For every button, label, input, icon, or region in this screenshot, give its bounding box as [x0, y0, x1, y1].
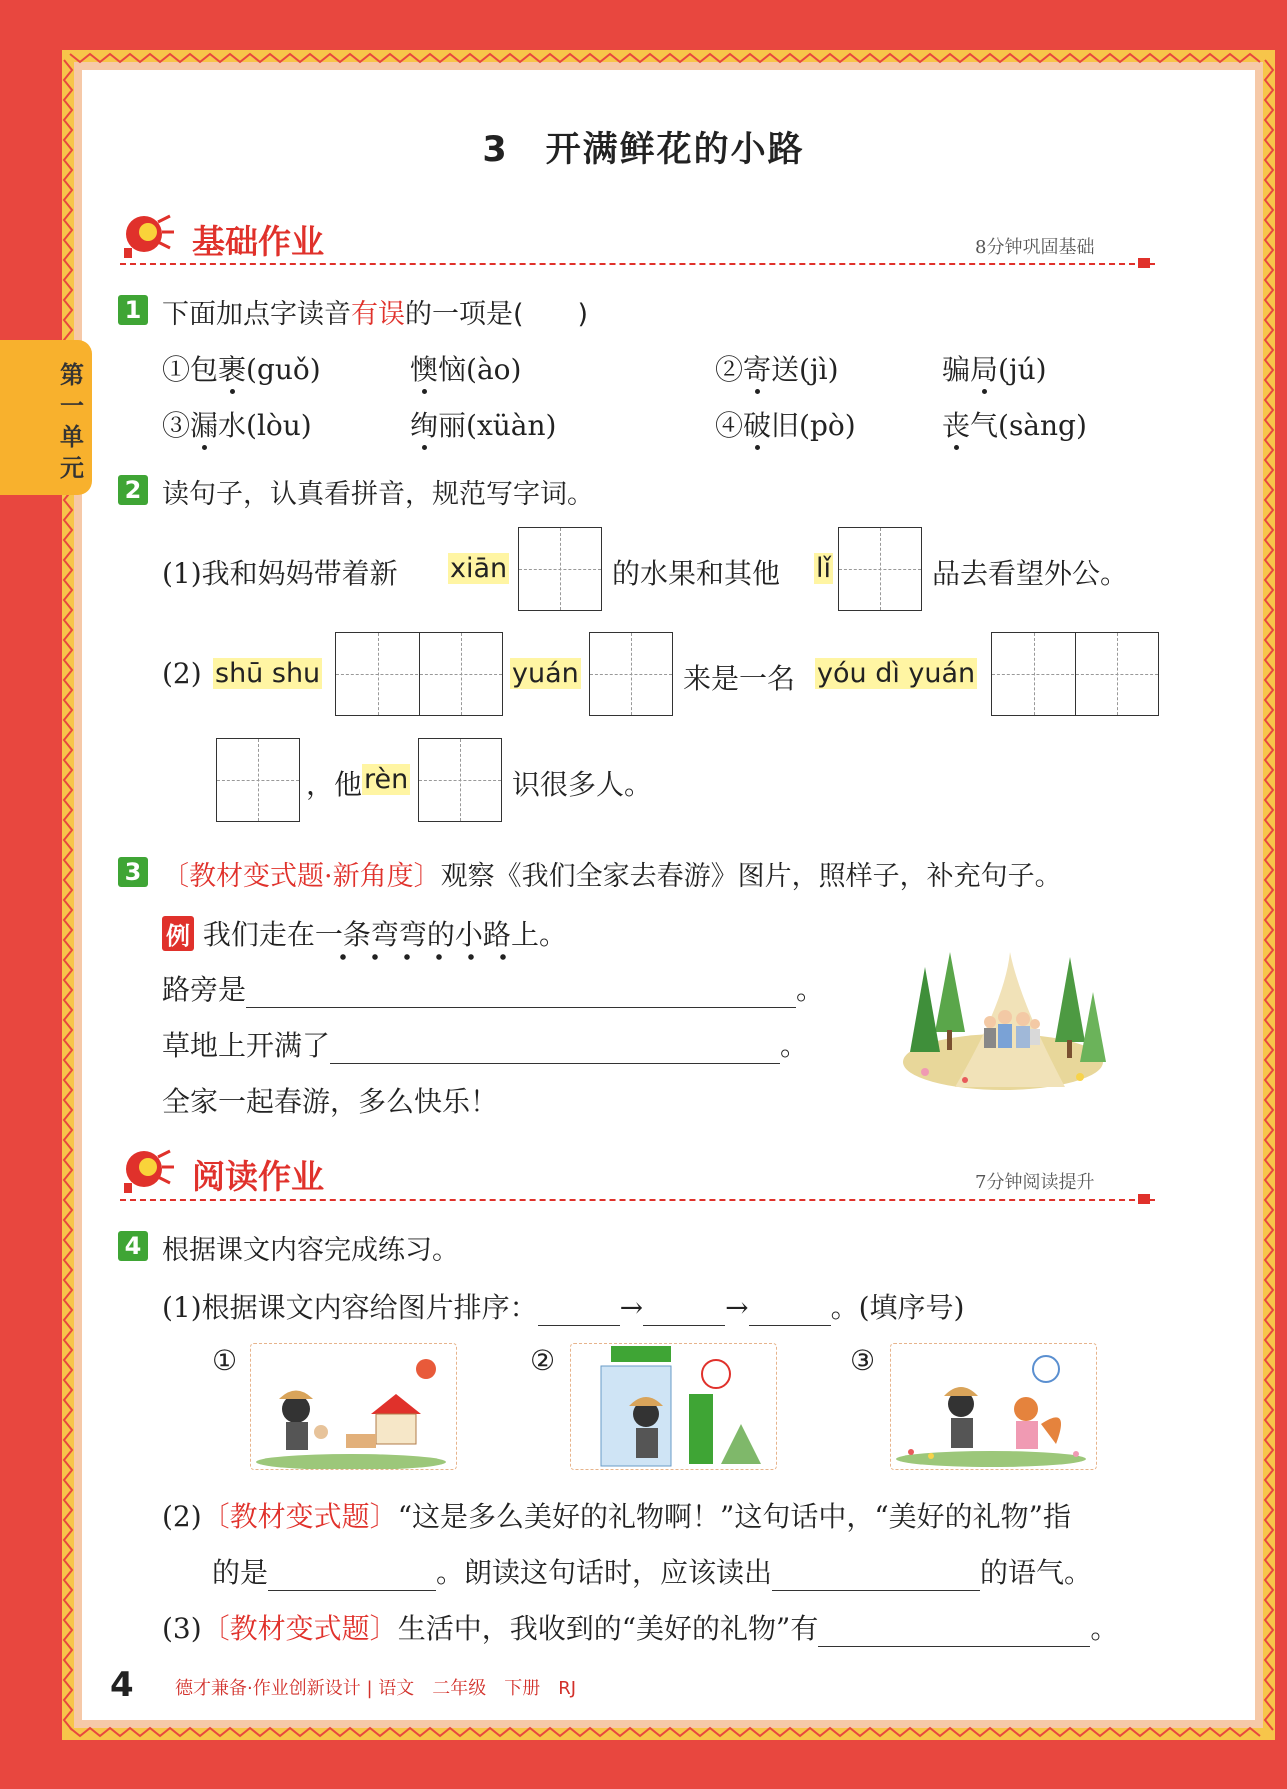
q3-example — [162, 913, 567, 953]
opt-text: 水(lòu) — [218, 409, 312, 442]
pinyin-shushu: shū shu — [215, 658, 321, 689]
q1-prompt-part: 下面加点字读音 — [162, 299, 351, 330]
q4-part3-num: (3) — [162, 1612, 202, 1645]
picture-label-2: ② — [530, 1344, 556, 1377]
arrow: → — [725, 1291, 749, 1324]
q4-part1 — [162, 1286, 964, 1326]
q1-option-4b — [942, 404, 1087, 444]
writing-grid[interactable] — [216, 738, 300, 822]
opt-text: 旧(pò) — [771, 409, 856, 442]
opt-text: (jú) — [998, 353, 1047, 386]
lamp-icon — [118, 1143, 178, 1195]
q3-prompt-text: 观察《我们全家去春游》图片，照样子，补充句子。 — [440, 861, 1062, 892]
writing-grid[interactable] — [838, 527, 922, 611]
q2-s1-c: 品去看望外公。 — [932, 557, 1129, 590]
dotted-char: 寄 — [743, 353, 772, 386]
answer-blank[interactable] — [538, 1297, 620, 1326]
opt-text: ② — [715, 353, 744, 386]
dotted-char: 破 — [743, 409, 772, 442]
pinyin-yuan: yuán — [512, 658, 579, 689]
q1-option-1[interactable] — [162, 348, 321, 388]
picture-label-3: ③ — [850, 1344, 876, 1377]
question-tag: 〔教材变式题·新角度〕 — [162, 861, 441, 892]
example-badge: 例 — [162, 916, 194, 951]
opt-text: 气(sàng) — [970, 409, 1087, 442]
pinyin-ren: rèn — [364, 764, 409, 795]
section-subtitle-reading: 7分钟阅读提升 — [975, 1172, 1095, 1193]
dotted-char: 绚 — [410, 409, 439, 442]
opt-text: ③ — [162, 409, 191, 442]
pinyin-youdiyuan: yóu dì yuán — [817, 658, 976, 689]
end-mark: 。 — [796, 973, 825, 1006]
question-tag: 〔教材变式题〕 — [201, 1612, 398, 1645]
q2-s2-b: 来是一名 — [683, 662, 796, 695]
question-number-1: 1 — [118, 295, 148, 325]
opt-text: ④ — [715, 409, 744, 442]
question-number-2: 2 — [118, 475, 148, 505]
arrow: → — [619, 1291, 644, 1324]
dotted-char: 懊 — [410, 353, 439, 386]
q4-part2-line2 — [212, 1551, 1092, 1591]
opt-text: 送(jì) — [771, 353, 839, 386]
q4-part2-text: “这是多么美好的礼物啊！”这句话中，“美好的礼物”指 — [397, 1500, 1071, 1533]
question-2-prompt: 读句子，认真看拼音，规范写字词。 — [162, 479, 594, 510]
q4-part2-line1 — [162, 1495, 1071, 1535]
mole-walking-illustration — [251, 1344, 456, 1469]
q4-part3-end: 。 — [1090, 1612, 1119, 1645]
q3-line2-text: 草地上开满了 — [162, 1029, 331, 1062]
answer-blank[interactable] — [246, 977, 796, 1008]
question-4-prompt: 根据课文内容完成练习。 — [162, 1235, 459, 1266]
opt-text: ①包 — [162, 353, 219, 386]
dotted-char: 裹 — [218, 353, 247, 386]
section-title-reading: 阅读作业 — [192, 1157, 324, 1196]
example-dotted-text: 一条弯弯的小路 — [315, 918, 511, 961]
answer-blank[interactable] — [772, 1562, 980, 1591]
q4-part2-text: 。朗读这句话时，应该读出 — [436, 1556, 773, 1589]
mole-at-post-office-illustration — [571, 1344, 776, 1469]
q1-option-2b — [942, 348, 1047, 388]
story-picture-1 — [250, 1343, 457, 1470]
q4-part1-end: 。(填序号) — [830, 1291, 965, 1324]
q1-option-1b — [410, 348, 521, 388]
q4-part2-text: 的是 — [212, 1556, 269, 1589]
question-3-prompt — [162, 854, 1062, 893]
q4-part2-num: (2) — [162, 1500, 202, 1533]
divider-end-mark — [1138, 1194, 1150, 1204]
answer-blank[interactable] — [643, 1297, 725, 1326]
q3-line2 — [162, 1024, 808, 1064]
question-tag: 〔教材变式题〕 — [201, 1500, 398, 1533]
pinyin-xian: xiān — [450, 553, 508, 584]
q2-s3-a: ，他 — [306, 768, 363, 801]
opt-text: 丽(xüàn) — [438, 409, 557, 442]
opt-text: 骗 — [942, 353, 971, 386]
q2-s1-b: 的水果和其他 — [612, 557, 781, 590]
writing-grid[interactable] — [589, 632, 673, 716]
section-divider — [120, 263, 1155, 265]
writing-grid[interactable] — [335, 632, 503, 716]
dotted-char: 漏 — [190, 409, 219, 442]
writing-grid[interactable] — [418, 738, 502, 822]
q1-prompt-end: 的一项是( ) — [405, 299, 589, 330]
family-spring-outing-illustration — [895, 912, 1110, 1092]
q4-part2-text: 的语气。 — [980, 1556, 1093, 1589]
page-number: 4 — [110, 1665, 134, 1705]
q3-line1-text: 路旁是 — [162, 973, 247, 1006]
answer-blank[interactable] — [749, 1297, 831, 1326]
q1-option-3[interactable] — [162, 404, 312, 444]
story-picture-3 — [890, 1343, 1097, 1470]
mole-and-squirrel-illustration — [891, 1344, 1096, 1469]
answer-blank[interactable] — [818, 1618, 1090, 1647]
section-title-basic: 基础作业 — [192, 222, 324, 261]
q3-line1 — [162, 968, 824, 1008]
section-divider — [120, 1199, 1155, 1201]
page-title: 3 开满鲜花的小路 — [482, 130, 805, 170]
q4-part3 — [162, 1607, 1118, 1647]
q1-option-3b — [410, 404, 556, 444]
example-text: 我们走在 — [202, 918, 315, 951]
divider-end-mark — [1138, 258, 1150, 268]
story-picture-2 — [570, 1343, 777, 1470]
q2-s1-a: (1)我和妈妈带着新 — [162, 557, 398, 590]
q4-part1-text: (1)根据课文内容给图片排序： — [162, 1291, 538, 1324]
opt-text: 恼(ào) — [438, 353, 522, 386]
q2-s2-a: (2) — [162, 657, 202, 690]
q1-option-4[interactable] — [715, 404, 856, 444]
q2-s3-b: 识很多人。 — [512, 768, 653, 801]
q1-prompt-highlight: 有误 — [351, 299, 405, 330]
section-subtitle-basic: 8分钟巩固基础 — [975, 237, 1095, 258]
lamp-icon — [118, 208, 178, 260]
question-number-3: 3 — [118, 857, 148, 887]
q3-line3: 全家一起春游，多么快乐！ — [162, 1085, 499, 1118]
q1-option-2[interactable] — [715, 348, 839, 388]
pinyin-li: lǐ — [816, 553, 832, 584]
opt-text: (guǒ) — [246, 353, 321, 386]
q4-part3-text: 生活中，我收到的“美好的礼物”有 — [397, 1612, 819, 1645]
writing-grid[interactable] — [518, 527, 602, 611]
writing-grid[interactable] — [991, 632, 1159, 716]
question-number-4: 4 — [118, 1231, 148, 1261]
answer-blank[interactable] — [330, 1033, 780, 1064]
footer-series-text: 德才兼备·作业创新设计 | 语文 二年级 下册 RJ — [175, 1678, 577, 1699]
example-text: 上。 — [510, 918, 567, 951]
dotted-char: 局 — [970, 353, 999, 386]
end-mark: 。 — [780, 1029, 809, 1062]
picture-label-1: ① — [212, 1344, 238, 1377]
answer-blank[interactable] — [268, 1562, 436, 1591]
question-1-prompt — [162, 292, 588, 331]
unit-side-label: 第一单元 — [60, 361, 84, 482]
dotted-char: 丧 — [942, 409, 971, 442]
